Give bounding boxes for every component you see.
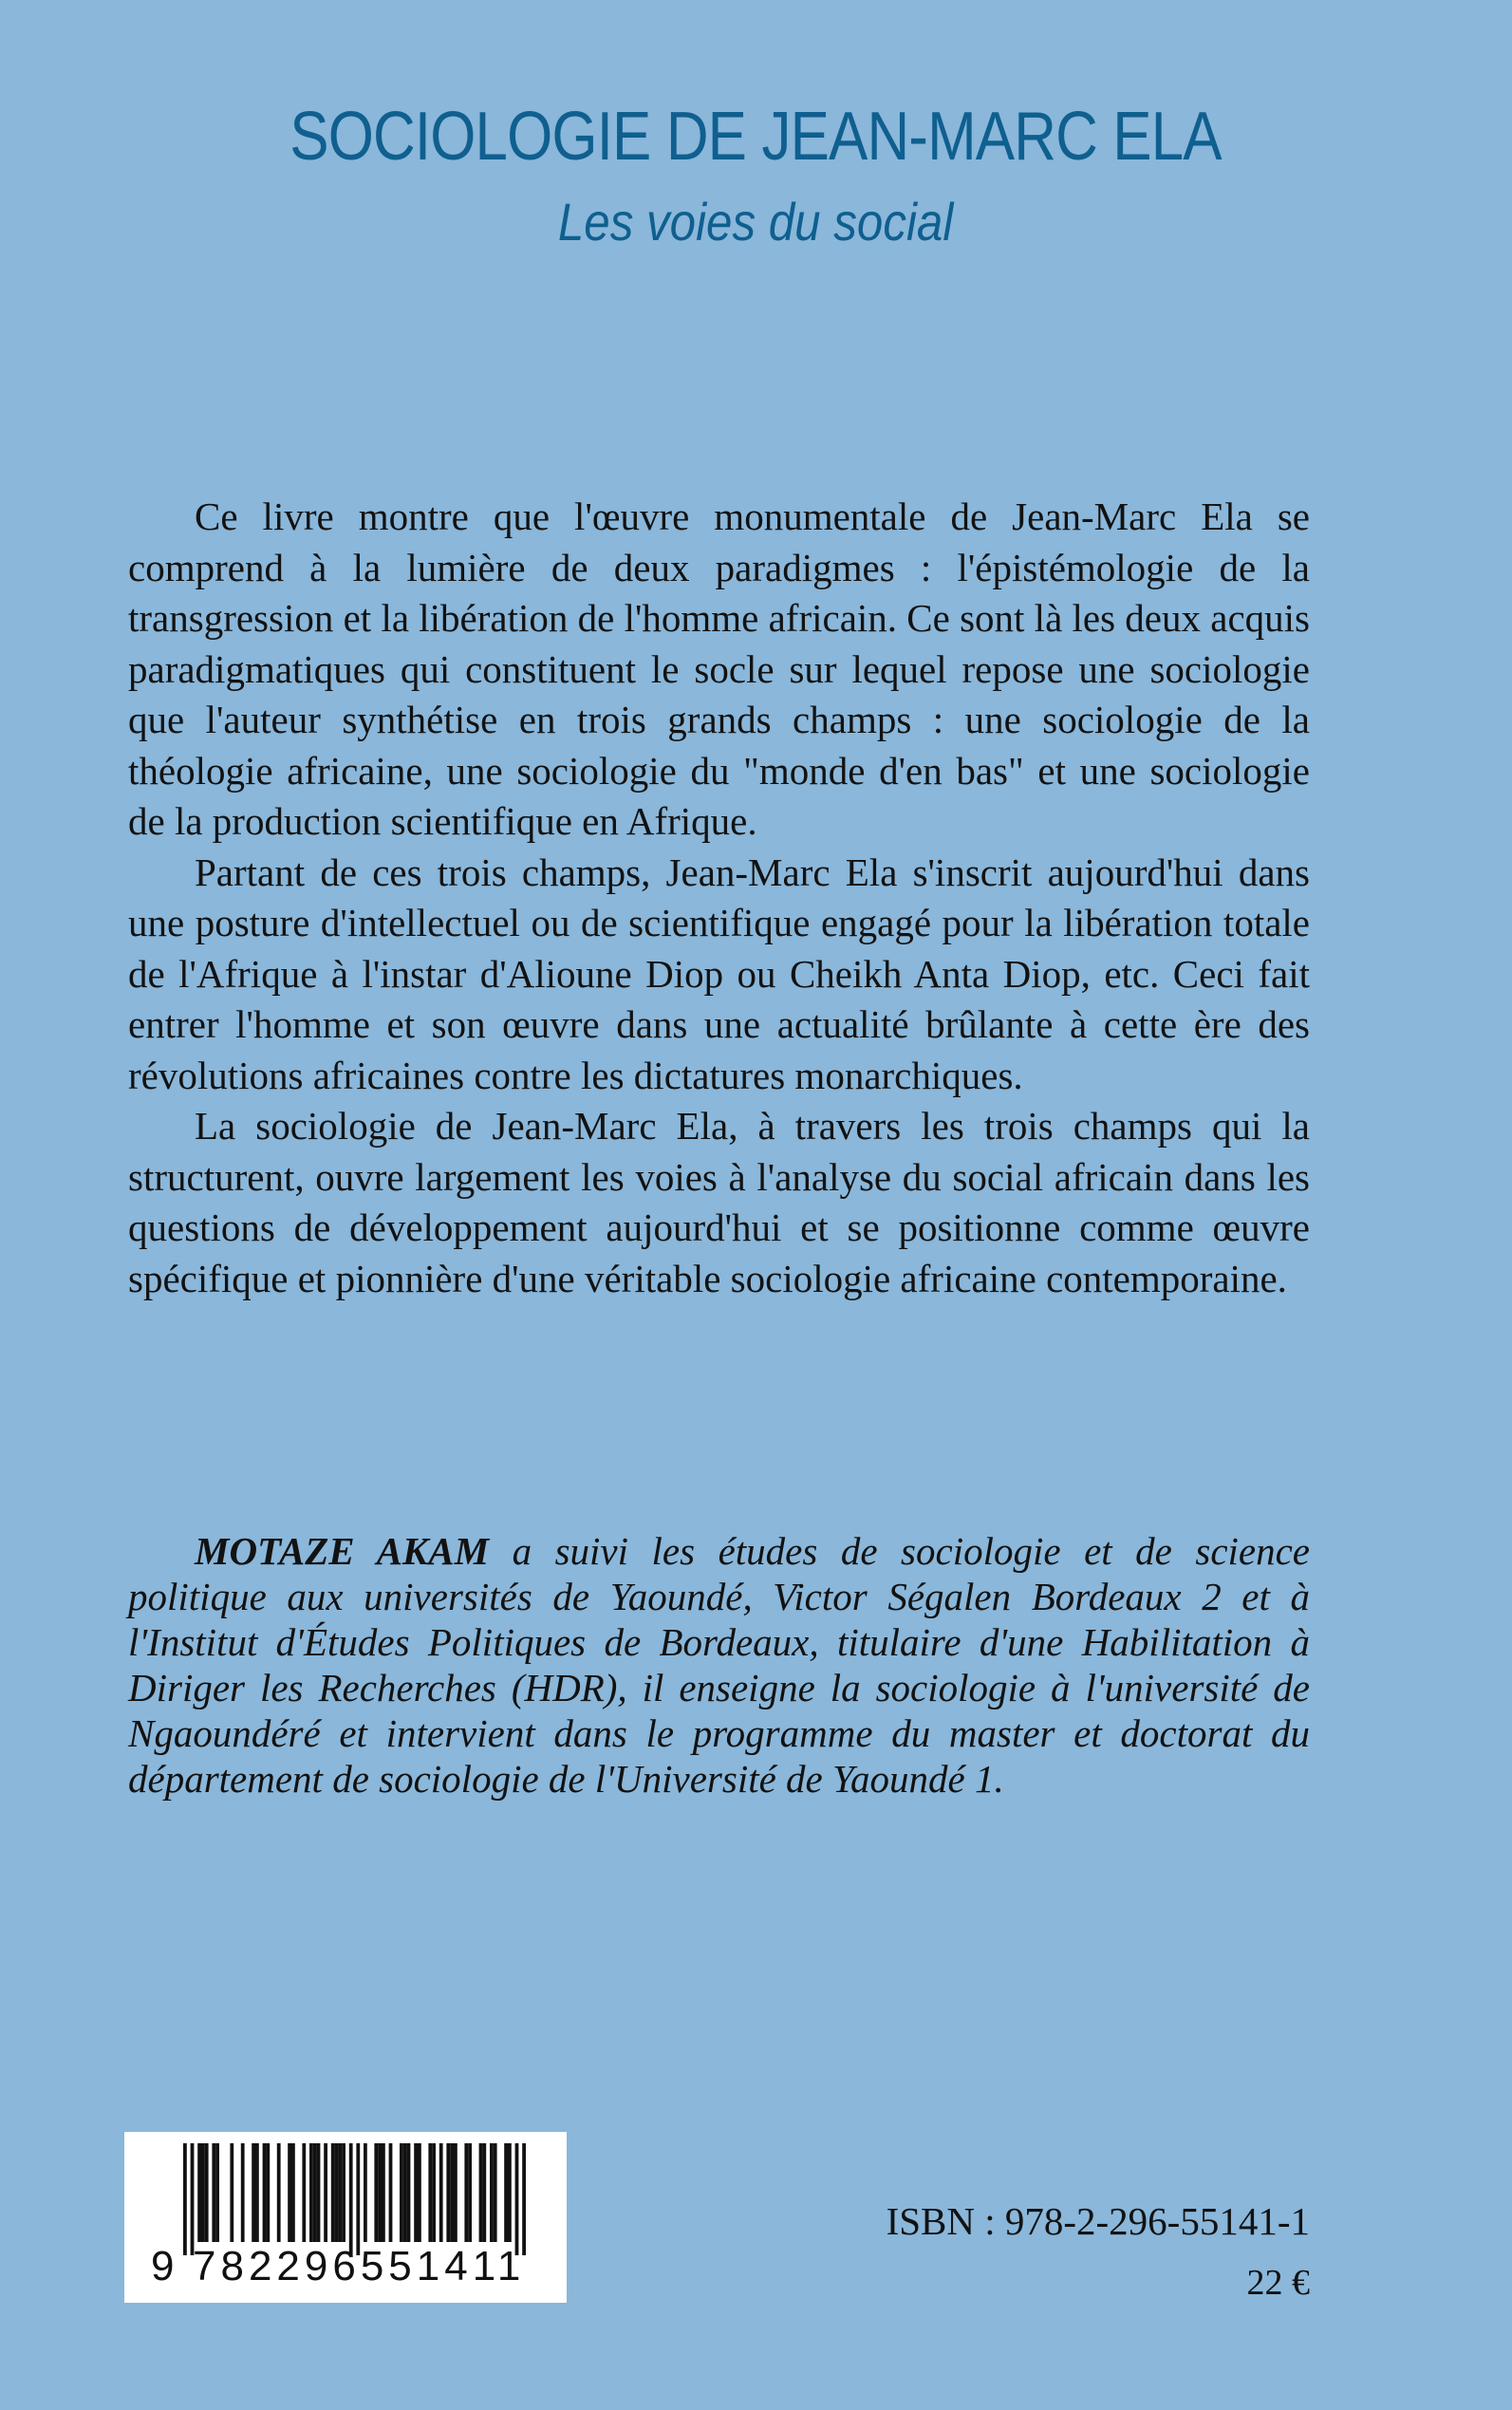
barcode-bar [212, 2143, 215, 2242]
barcode-bar [400, 2143, 403, 2242]
barcode-bar [342, 2143, 345, 2242]
barcode-bar [364, 2143, 367, 2242]
barcode-bar [277, 2143, 281, 2242]
barcode-bar [331, 2143, 335, 2242]
barcode-lead-digit: 9 [151, 2243, 175, 2289]
barcode-bar [378, 2143, 382, 2242]
barcode-bar [317, 2143, 321, 2242]
barcode-bar [215, 2143, 219, 2242]
barcode-bar [338, 2143, 342, 2242]
barcode-bar [349, 2143, 353, 2255]
barcode-bar [515, 2143, 519, 2255]
barcode-bar [324, 2143, 327, 2242]
barcode-bar [414, 2143, 418, 2242]
barcode-bar [374, 2143, 378, 2242]
price: 22 € [1246, 2263, 1310, 2303]
barcode-bar [263, 2143, 267, 2242]
barcode-bar [309, 2143, 313, 2242]
barcode-bar [403, 2143, 407, 2242]
isbn: ISBN : 978-2-296-55141-1 [886, 2199, 1310, 2243]
barcode-bar [241, 2143, 245, 2242]
barcode-bar [191, 2143, 195, 2255]
barcode-bar [382, 2143, 385, 2242]
barcode-bar [201, 2143, 205, 2242]
barcode-bar [482, 2143, 486, 2242]
barcode-bar [407, 2143, 411, 2242]
barcode-bar [508, 2143, 512, 2242]
blurb-paragraph: Ce livre montre que l'œuvre monumentale de Jean-Marc Ela se comprend à la lumière de deux paradigmes : l'épistémologie de la transgression et la libération de l'homme africain. Ce sont là les deux acquis paradigmatiques qui constituent le socle sur lequel repose une sociologie que l'auteur synthétise en trois grands champs : une sociologie de la théologie africaine, une sociologie du "monde d'en bas" et une sociologie de la production scientifique en Afrique. [128, 495, 1310, 843]
barcode-bar [432, 2143, 436, 2242]
barcode-bar [490, 2143, 494, 2242]
barcode-bar [450, 2143, 454, 2242]
author-bio [128, 1528, 1310, 1802]
barcode-bar [439, 2143, 443, 2242]
barcode-bar [335, 2143, 339, 2242]
back-cover-blurb [128, 492, 1310, 1304]
barcode-bar [356, 2143, 360, 2255]
barcode-bar [504, 2143, 508, 2242]
blurb-paragraph: Partant de ces trois champs, Jean-Marc Ela s'inscrit aujourd'hui dans une posture d'intellectuel ou de scientifique engagé pour la libération totale de l'Afrique à l'instar d'Alioune Diop ou Cheikh Anta Diop, etc. Ceci fait entrer l'homme et son œuvre dans une actualité brûlante à cette ère des révolutions africaines contre les dictatures monarchiques. [128, 850, 1310, 1097]
author-name: MOTAZE AKAM [195, 1529, 490, 1573]
barcode-bar [288, 2143, 291, 2242]
barcode-bar [205, 2143, 209, 2242]
barcode-bar [418, 2143, 421, 2242]
barcode-bar [313, 2143, 317, 2242]
barcode-bar [183, 2143, 187, 2255]
barcode-bar [291, 2143, 295, 2242]
book-title: SOCIOLOGIE DE JEAN-MARC ELA [289, 99, 1222, 175]
barcode-bar [302, 2143, 306, 2242]
barcode-bar [266, 2143, 270, 2242]
barcode-digits: 782296551411 [193, 2243, 526, 2289]
barcode-bar [197, 2143, 201, 2242]
barcode-bar [428, 2143, 432, 2242]
barcode-bar [230, 2143, 233, 2242]
blurb-paragraph: La sociologie de Jean-Marc Ela, à travers les trois champs qui la structurent, ouvre largement les voies à l'analyse du social africain dans les questions de développement aujourd'hui et se positionne comme œuvre spécifique et pionnière d'une véritable sociologie africaine contemporaine. [128, 1104, 1310, 1300]
barcode-bar [252, 2143, 255, 2242]
barcode [124, 2132, 567, 2303]
barcode-bar [479, 2143, 483, 2242]
barcode-bar [454, 2143, 457, 2242]
book-subtitle: Les voies du social [557, 192, 954, 252]
barcode-bar [464, 2143, 468, 2242]
barcode-bar [494, 2143, 497, 2242]
barcode-bar [389, 2143, 393, 2242]
barcode-bar [522, 2143, 526, 2255]
barcode-bar [255, 2143, 259, 2242]
author-bio-text: a suivi les études de sociologie et de science politique aux universités de Yaoundé, Victor Ségalen Bordeaux 2 et à l'Institut d'Études Politiques de Bordeaux, titulaire d'une Habilitation à Diriger les Recherches (HDR), il enseigne la sociologie à l'université de Ngaoundéré et intervient dans le programme du master et doctorat du département de sociologie de l'Université de Yaoundé 1. [128, 1529, 1311, 1801]
barcode-bar [446, 2143, 450, 2242]
barcode-bar [468, 2143, 472, 2242]
